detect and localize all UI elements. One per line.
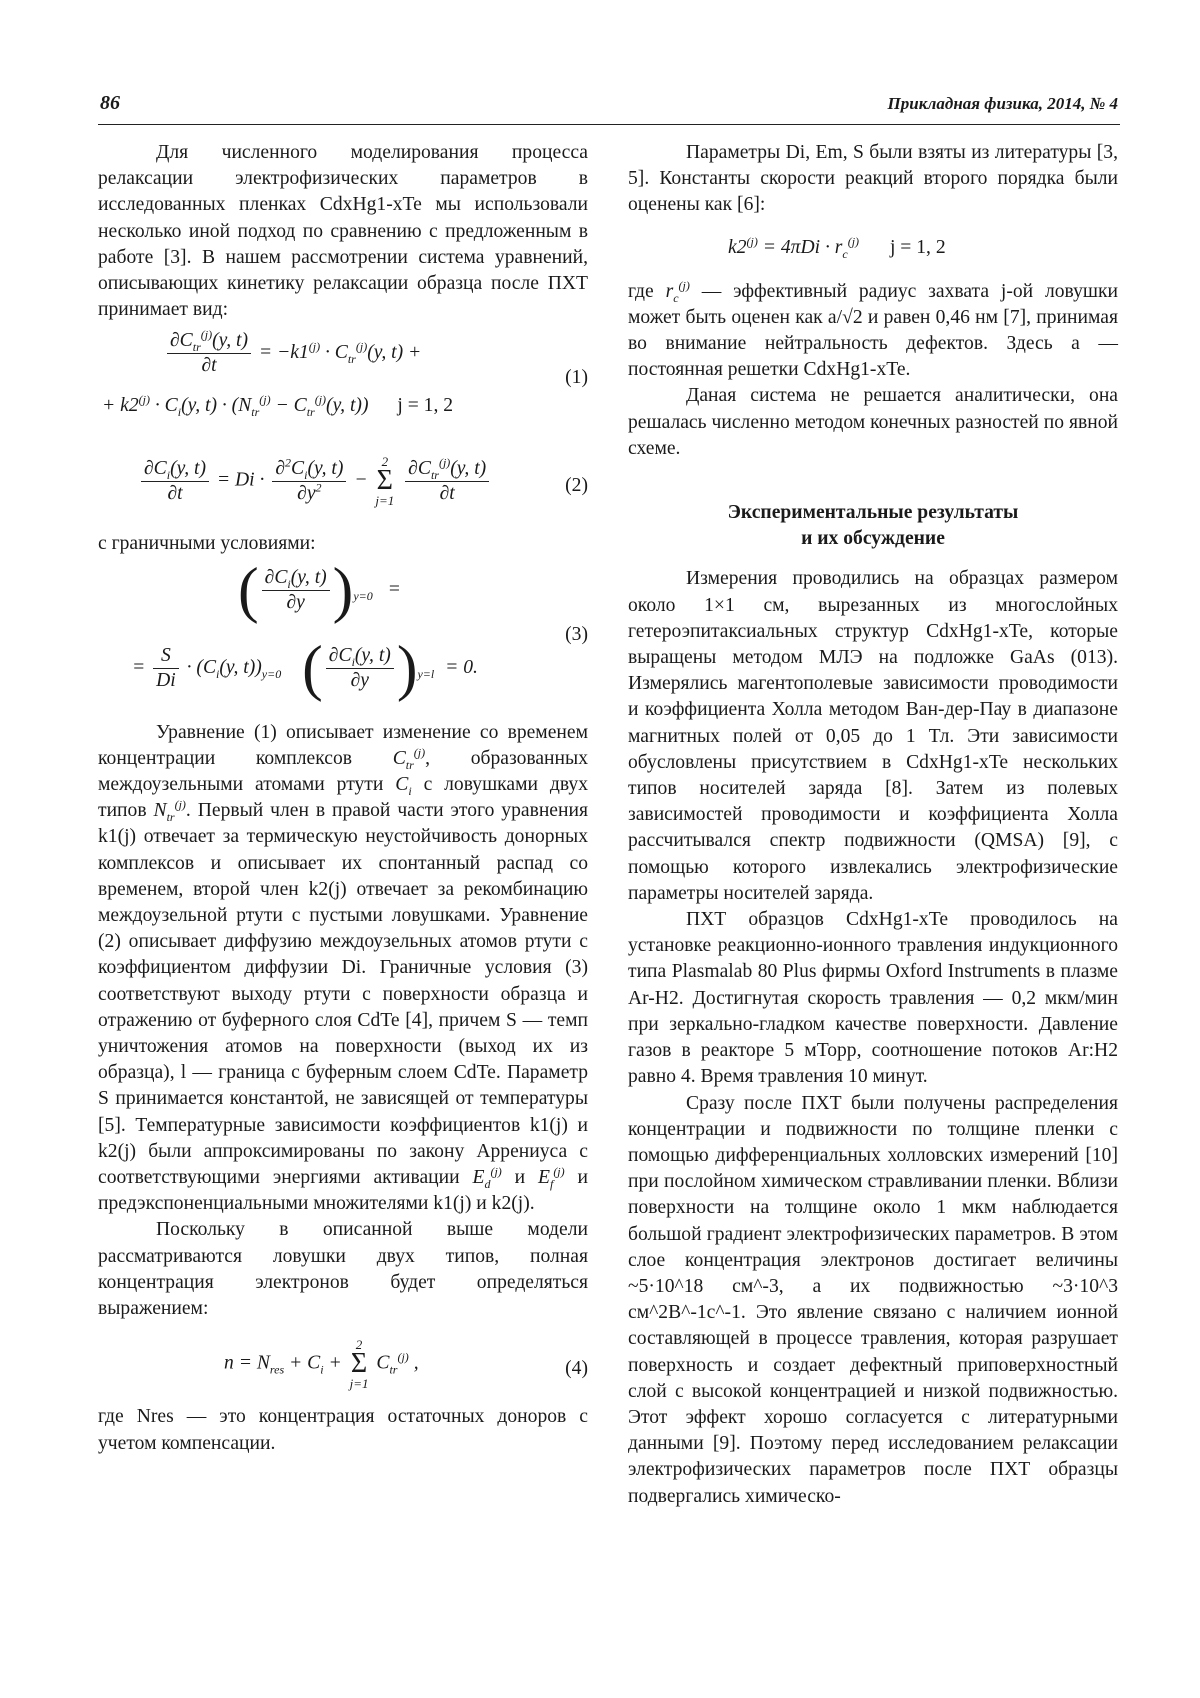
equation-3-number: (3)	[565, 623, 588, 645]
eq5-j-range: j = 1, 2	[889, 236, 946, 258]
equation-2: $\frac{\partial C_i(y, t)}{\partial t}$ = Di · $\frac{\partial^2C_i(y, t)}{\partial y^2}$ − 2 Σ j=1 $\frac{\partial C_{tr}^{(j)}(y, t)}{\partial t}$ (2)	[98, 451, 588, 527]
equation-2-number: (2)	[565, 475, 588, 497]
paragraph-intro: Для численного моделирования процесса релаксации электрофизических параметров в исследованных пленках CdxHg1-xTe мы использовали несколько иной подход по сравнению с предложенным в работе [3]. В нашем рассмотрении система уравнений, описывающих кинетику релаксации образца после ПХТ принимает вид:	[98, 142, 588, 321]
page-header	[98, 88, 1120, 125]
section-heading	[628, 500, 1118, 552]
equation-1-number: (1)	[565, 367, 588, 389]
right-column	[628, 140, 1118, 1510]
paragraph-nres: где Nres — это концентрация остаточных доноров с учетом компенсации.	[98, 1406, 588, 1454]
page-number: 86	[100, 92, 120, 114]
desc-part-d: . Первый член в правой части этого уравнения k1(j) отвечает за термическую неустойчивость донорных комплексов и описывает их спонтанный распад со временем, второй член k2(j) отвечает за рекомбинацию междоузельной ртути с пустыми ловушками. Уравнение (2) описывает диффузию междоузельных атомов ртути с коэффициентом диффузии Di. Граничные условия (3) соответствуют выходу ртути с поверхности образца и отражению от буферного слоя CdTe [4], причем S — темп уничтожения атомов на поверхности (выход их из образца), l — граница с буферным слоем CdTe. Параметр S принимается константой, не зависящей от температуры [5]. Температурные зависимости коэффициентов k1(j) и k2(j) были аппроксимированы по закону Аррениуса с соответствующими энергиями активации	[98, 800, 588, 1189]
paragraph-results: Сразу после ПХТ были получены распределения концентрации и подвижности по толщине пленки с помощью дифференциальных холловских измерений [10] при послойном химическом стравливании пленки. Вблизи поверхности на толщине около 1 мкм наблюдается большой градиент электрофизических параметров. В этом слое концентрация электронов достигает величины ~5·10^18 см^-3, а их подвижностью ~3·10^3 см^2В^-1с^-1. Это явление связано с наличием ионной составляющей в процессе травления, которая разрушает поверхность и создает дефектный приповерхностный слой с высокой концентрацией и низкой подвижностью. Этот эффект хорошо согласуется с литературными данными [9]. Поэтому перед исследованием релаксации электрофизических параметров после ПХТ образцы подвергались химическо-	[628, 1092, 1118, 1507]
eq1-j-range: j = 1, 2	[397, 395, 454, 417]
section-heading-line-1: Экспериментальные результаты	[727, 502, 1019, 524]
desc-part-c: с ловушками двух типов	[98, 774, 589, 822]
radius-part-b: — эффективный радиус захвата j-ой ловушки может быть оценен как a/√2 и равен 0,46 нм [7], принимая во внимание нейтральность дефектов. Здесь a — постоянная решетки CdxHg1-xTe.	[628, 280, 1118, 381]
journal-title: Прикладная физика, 2014, № 4	[887, 94, 1118, 113]
desc-part-a: Уравнение (1) описывает изменение со временем концентрации комплексов	[98, 721, 588, 769]
paragraph-electron-concentration: Поскольку в описанной выше модели рассматриваются ловушки двух типов, полная концентрация электронов будет определяться выражением:	[98, 1219, 588, 1320]
journal-page	[98, 88, 1120, 1507]
left-column	[98, 140, 588, 1457]
desc-part-b: , образованных междоузельными атомами ртути	[98, 747, 588, 796]
desc-part-e: и	[514, 1167, 526, 1189]
paragraph-plasma-etching: ПХТ образцов CdxHg1-xTe проводилось на установке реакционно-ионного травления индукционного типа Plasmalab 80 Plus фирмы Oxford Instruments в плазме Ar-H2. Достигнутая скорость травления — 0,2 мкм/мин при зеркально-гладком качестве поверхности. Давление газов в реакторе 5 мТорр, соотношение потоков Ar:H2 равно 4. Время травления 10 минут.	[628, 909, 1118, 1088]
equation-5: $k2^{(j)} = 4\pi Di \cdot r_c^{(j)}$ j = 1, 2	[728, 234, 946, 261]
paragraph-measurements: Измерения проводились на образцах размером около 1×1 см, вырезанных из многослойных гетероэпитаксиальных структур CdxHg1-xTe, которые выращены методом МЛЭ на подложке GaAs (013). Измерялись магентополевые зависимости проводимости и коэффициента Холла методом Ван-дер-Пау в диапазоне магнитных полей от 0,05 до 1 Тл. Эти зависимости обусловлены присутствием в CdxHg1-xTe нескольких типов носителей заряда [8]. Затем из полевых зависимостей проводимости и коэффициента Холла рассчитывался спектр подвижности (QMSA) [9], с помощью которого извлекались электрофизические параметры носителей заряда.	[628, 568, 1118, 904]
paragraph-numerical-solution: Даная система не решается аналитически, она решалась численно методом конечных разностей по явной схеме.	[628, 385, 1118, 459]
radius-part-a: где	[628, 280, 654, 302]
equation-4: $n = N_{res} + C_i$ + 2 Σ j=1 $C_{tr}^{(j)}$ , (4)	[224, 1337, 588, 1392]
paragraph-parameters: Параметры Di, Em, S были взяты из литературы [3, 5]. Константы скорости реакций второго порядка были оценены как [6]:	[628, 142, 1118, 216]
equation-4-number: (4)	[565, 1358, 588, 1380]
paragraph-equation-description: Уравнение (1) описывает изменение со временем концентрации комплексов $C_{tr}^{(j)}$, образованных междоузельными атомами ртути $C_i$ с ловушками двух типов $N_{tr}^{(j)}$. Первый член в правой части этого уравнения k1(j) отвечает за термическую неустойчивость донорных комплексов и описывает их спонтанный распад со временем, второй член k2(j) отвечает за рекомбинацию междоузельной ртути с пустыми ловушками. Уравнение (2) описывает диффузию междоузельных атомов ртути с коэффициентом диффузии Di. Граничные условия (3) соответствуют выходу ртути с поверхности образца и отражению от буферного слоя CdTe [4], причем S — темп уничтожения атомов на поверхности (выход их из образца), l — граница с буферным слоем CdTe. Параметр S принимается константой, не зависящей от температуры [5]. Температурные зависимости коэффициентов k1(j) и k2(j) были аппроксимированы по закону Аррениуса с соответствующими энергиями активации $E_d^{(j)}$ и $E_f^{(j)}$ и предэкспоненциальными множителями k1(j) и k2(j).	[98, 721, 589, 1215]
paragraph-capture-radius: где $r_c^{(j)}$ — эффективный радиус захвата j-ой ловушки может быть оценен как a/√2 и равен 0,46 нм [7], принимая во внимание нейтральность дефектов. Здесь a — постоянная решетки CdxHg1-xTe.	[628, 278, 1118, 381]
equation-1: $\frac{\partial C_{tr}^{(j)}(y, t)}{\partial t}$ = $-k1^{(j)} \cdot C_{tr}^{(j)}(y$, t) + + $k2^{(j)} \cdot C_i(y$, $t) \cdot (N_{tr}^{(j)} - C_{tr}^{(j)}(y$, t)) j = 1, 2 (1)	[102, 327, 588, 420]
equation-3: ( $\frac{\partial C_i(y, t)}{\partial y}$ )$_{y=0}$ = = $\frac{S}{Di}$ · ($C_i(y$, $t))_{y=0}$ ( $\frac{\partial C_i(y, t)}{\partial y}$ )$_{y=l} = 0$. (3)	[132, 556, 588, 703]
section-heading-line-2: и их обсуждение	[801, 528, 945, 550]
desc-part-f: и предэкспоненциальными множителями k1(j) и k2(j).	[98, 1167, 588, 1215]
boundary-conditions-label: с граничными условиями:	[98, 533, 316, 555]
